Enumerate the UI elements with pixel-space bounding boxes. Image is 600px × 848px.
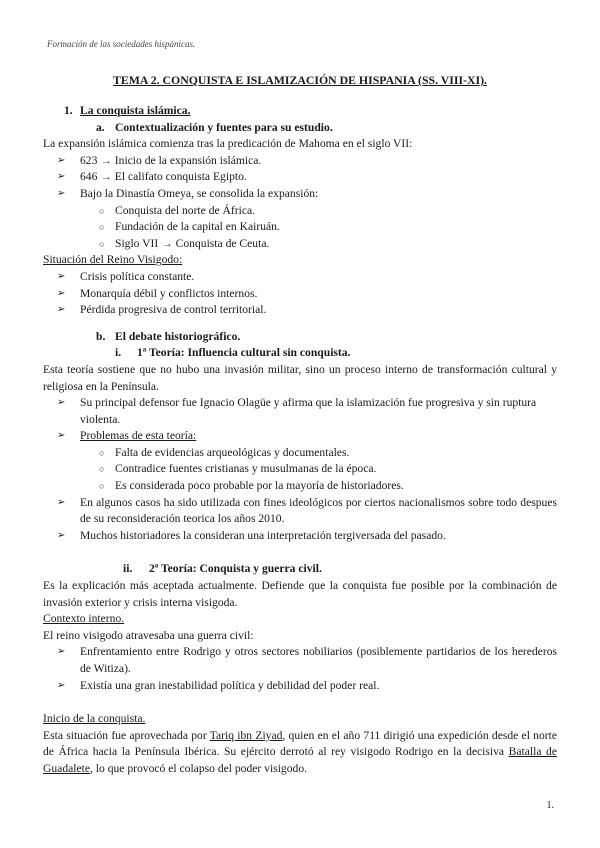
subsection-heading <box>43 329 557 346</box>
bullet-item: ➢ 623 → Inicio de la expansión islámica. <box>43 153 557 170</box>
bullet-item: ➢ Crisis política constante. <box>43 269 557 286</box>
paragraph: Esta situación fue aprovechada por Tariq ibn Ziyad, quien en el año 711 dirigió una expedición desde el norte de África hacia la Península Ibérica. Su ejército derrotó al rey visigodo Rodrigo en la decisiva Batalla de Guadalete, lo que provocó el colapso del poder visigodo. <box>43 728 558 775</box>
bullet-item: ➢ Muchos historiadores la consideran una interpretación tergiversada del pasado. <box>43 528 557 545</box>
document-body <box>43 103 557 778</box>
inline-heading: Inicio de la conquista. <box>43 712 146 726</box>
subsection-number: a. <box>96 120 105 134</box>
bullet-item: ➢ Enfrentamiento entre Rodrigo y otros sectores nobiliarios (posiblemente partidarios de los herederos de Witiza). <box>57 645 557 675</box>
section-number: 1. <box>64 104 73 117</box>
subsection-number: b. <box>96 329 106 343</box>
paragraph: El reino visigodo atravesaba una guerra civil: <box>43 628 254 642</box>
chapter-title: TEMA 2. CONQUISTA E ISLAMIZACIÓN DE HISPANIA (SS. VIII-XI). <box>113 73 487 87</box>
arrow-bullet-icon: ➢ <box>57 287 66 299</box>
page-number: 1. <box>546 800 554 811</box>
sub-bullet-item: ○ Siglo VII → Conquista de Ceuta. <box>43 236 557 253</box>
theory-number: ii. <box>123 562 133 576</box>
spacer <box>43 544 557 561</box>
arrow-bullet-icon: ➢ <box>57 270 66 282</box>
arrow-bullet-icon: ➢ <box>57 679 66 691</box>
arrow-bullet-icon: ➢ <box>57 304 66 316</box>
arrow-bullet-icon: ➢ <box>57 529 66 541</box>
bullet-item: ➢ Su principal defensor fue Ignacio Olagüe y afirma que la islamización fue progresiva y sin ruptura violenta. <box>57 396 537 426</box>
theory-number: i. <box>115 346 122 360</box>
circle-bullet-icon: ○ <box>99 205 105 216</box>
subsection-title: Contextualización y fuentes para su estudio. <box>115 120 333 134</box>
arrow-bullet-icon: ➢ <box>57 646 66 658</box>
bullet-item: ➢ Bajo la Dinastía Omeya, se consolida la expansión: <box>43 186 557 203</box>
circle-bullet-icon: ○ <box>99 464 105 475</box>
running-header: Formación de las sociedades hispánicas. <box>47 39 196 49</box>
sub-bullet-item: ○ Fundación de la capital en Kairuán. <box>43 219 557 236</box>
sub-bullet-item: ○ Falta de evidencias arqueológicas y documentales. <box>43 445 557 462</box>
sub-bullet-item: ○ Contradice fuentes cristianas y musulmanas de la época. <box>43 461 557 478</box>
theory-title: 2ª Teoría: Conquista y guerra civil. <box>149 562 322 576</box>
theory-heading <box>43 561 557 578</box>
bullet-item: ➢ Monarquía débil y conflictos internos. <box>43 286 557 303</box>
circle-bullet-icon: ○ <box>99 447 105 458</box>
theory-heading <box>43 345 557 362</box>
section-heading <box>43 103 557 120</box>
arrow-bullet-icon: ➢ <box>57 171 66 183</box>
bullet-item: ➢ 646 → El califato conquista Egipto. <box>43 169 557 186</box>
bullet-item: ➢ Existía una gran inestabilidad política y debilidad del poder real. <box>43 678 557 695</box>
spacer <box>43 694 557 711</box>
arrow-bullet-icon: ➢ <box>57 496 66 508</box>
arrow-bullet-icon: ➢ <box>57 397 66 409</box>
arrow-bullet-icon: ➢ <box>57 430 66 442</box>
inline-heading: Contexto interno. <box>43 612 125 626</box>
subsection-heading <box>43 120 557 137</box>
arrow-bullet-icon: ➢ <box>57 187 66 199</box>
inline-heading: Situación del Reino Visigodo: <box>43 253 183 267</box>
section-title: La conquista islámica. <box>80 104 191 117</box>
circle-bullet-icon: ○ <box>99 481 105 492</box>
paragraph: La expansión islámica comienza tras la predicación de Mahoma en el siglo VII: <box>43 137 413 151</box>
theory-title: 1ª Teoría: Influencia cultural sin conquista. <box>137 346 351 360</box>
sub-bullet-item: ○ Es considerada poco probable por la mayoría de historiadores. <box>43 478 557 495</box>
paragraph: Esta teoría sostiene que no hubo una invasión militar, sino un proceso interno de transformación cultural y religiosa en la Península. <box>43 362 557 393</box>
paragraph: Es la explicación más aceptada actualmente. Defiende que la conquista fue posible por la combinación de invasión exterior y crisis interna visigoda. <box>43 579 557 609</box>
bullet-item: ➢ En algunos casos ha sido utilizada con fines ideológicos por ciertos nacionalismos sobre todo despues de su reconsideración teorica los años 2010. <box>57 495 557 526</box>
bullet-item: ➢ Problemas de esta teoría: <box>43 428 557 445</box>
bullet-item: ➢ Pérdida progresiva de control territorial. <box>43 302 557 319</box>
battle-name: Batalla de Guadalete <box>43 745 557 775</box>
sub-bullet-item: ○ Conquista del norte de África. <box>43 203 557 220</box>
subsection-title: El debate historiográfico. <box>115 329 241 343</box>
arrow-bullet-icon: ➢ <box>57 154 66 166</box>
circle-bullet-icon: ○ <box>99 238 105 249</box>
person-name: Tariq ibn Ziyad <box>209 728 283 742</box>
spacer <box>43 319 557 329</box>
circle-bullet-icon: ○ <box>99 222 105 233</box>
